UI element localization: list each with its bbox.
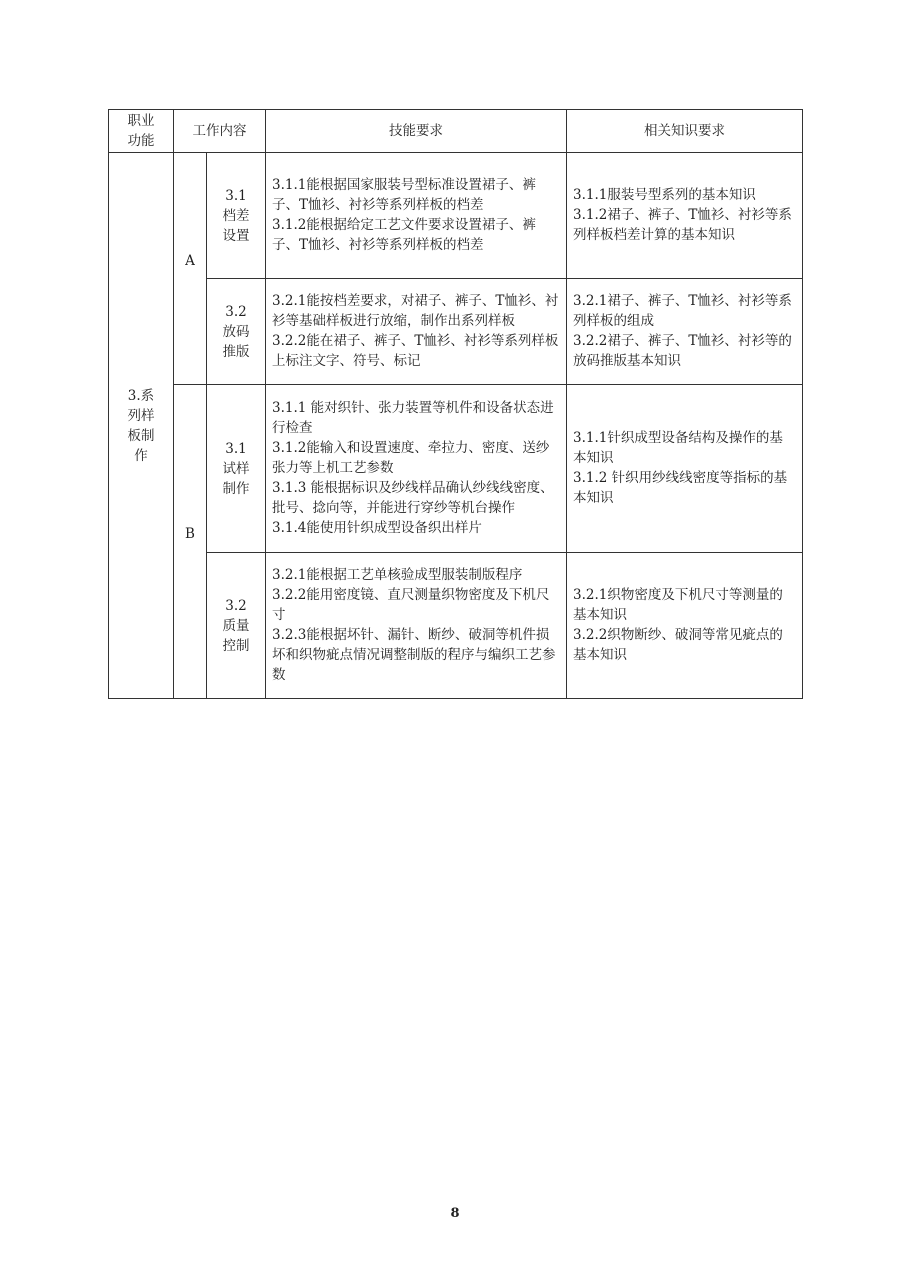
skill-item: 3.1.2能输入和设置速度、牵拉力、密度、送纱张力等上机工艺参数 xyxy=(272,440,550,476)
work-content-cell: 3.2放码推版 xyxy=(207,279,266,385)
page-number: 8 xyxy=(450,1206,460,1221)
level-cell-b: B xyxy=(174,385,207,699)
function-cell: 3.系列样板制作 xyxy=(109,153,174,699)
skills-cell xyxy=(266,153,567,279)
header-skills: 技能要求 xyxy=(266,110,567,153)
knowledge-cell xyxy=(567,553,803,699)
skill-item: 3.1.4能使用针织成型设备织出样片 xyxy=(272,520,482,536)
knowledge-item: 3.1.1服装号型系列的基本知识 xyxy=(573,187,756,203)
work-content-cell: 3.2质量控制 xyxy=(207,553,266,699)
skill-item: 3.1.1能根据国家服装号型标准设置裙子、裤子、T恤衫、衬衫等系列样板的档差 xyxy=(272,177,536,213)
table-header-row xyxy=(109,110,803,153)
skills-cell xyxy=(266,279,567,385)
skill-item: 3.1.3 能根据标识及纱线样品确认纱线线密度、批号、捻向等，并能进行穿纱等机台操作 xyxy=(272,480,554,516)
skill-standard-table xyxy=(108,109,803,699)
table-row xyxy=(109,385,803,553)
skill-item: 3.2.2能用密度镜、直尺测量织物密度及下机尺寸 xyxy=(272,587,550,623)
knowledge-cell xyxy=(567,153,803,279)
work-content-cell: 3.1档差设置 xyxy=(207,153,266,279)
skill-item: 3.2.2能在裙子、裤子、T恤衫、衬衫等系列样板上标注文字、符号、标记 xyxy=(272,333,559,369)
skills-cell xyxy=(266,385,567,553)
knowledge-item: 3.2.1裙子、裤子、T恤衫、衬衫等系列样板的组成 xyxy=(573,293,792,329)
skills-cell xyxy=(266,553,567,699)
skill-item: 3.1.1 能对织针、张力装置等机件和设备状态进行检查 xyxy=(272,400,554,436)
level-cell-a: A xyxy=(174,153,207,385)
knowledge-cell xyxy=(567,279,803,385)
skill-item: 3.2.1能根据工艺单核验成型服装制版程序 xyxy=(272,567,523,583)
knowledge-item: 3.2.2织物断纱、破洞等常见疵点的基本知识 xyxy=(573,627,783,663)
header-work-content: 工作内容 xyxy=(174,110,266,153)
header-knowledge: 相关知识要求 xyxy=(567,110,803,153)
knowledge-item: 3.1.2 针织用纱线线密度等指标的基本知识 xyxy=(573,470,788,506)
skill-item: 3.2.1能按档差要求，对裙子、裤子、T恤衫、衬衫等基础样板进行放缩，制作出系列样板 xyxy=(272,293,559,329)
table-row xyxy=(109,553,803,699)
header-function: 职业功能 xyxy=(109,110,174,153)
knowledge-item: 3.2.1织物密度及下机尺寸等测量的基本知识 xyxy=(573,587,783,623)
table-row xyxy=(109,279,803,385)
skill-item: 3.2.3能根据坏针、漏针、断纱、破洞等机件损坏和织物疵点情况调整制版的程序与编织工艺参数 xyxy=(272,627,556,683)
skill-item: 3.1.2能根据给定工艺文件要求设置裙子、裤子、T恤衫、衬衫等系列样板的档差 xyxy=(272,217,536,253)
knowledge-item: 3.2.2裙子、裤子、T恤衫、衬衫等的放码推版基本知识 xyxy=(573,333,792,369)
knowledge-item: 3.1.2裙子、裤子、T恤衫、衬衫等系列样板档差计算的基本知识 xyxy=(573,207,792,243)
table-row xyxy=(109,153,803,279)
knowledge-item: 3.1.1针织成型设备结构及操作的基本知识 xyxy=(573,430,783,466)
work-content-cell: 3.1试样制作 xyxy=(207,385,266,553)
knowledge-cell xyxy=(567,385,803,553)
